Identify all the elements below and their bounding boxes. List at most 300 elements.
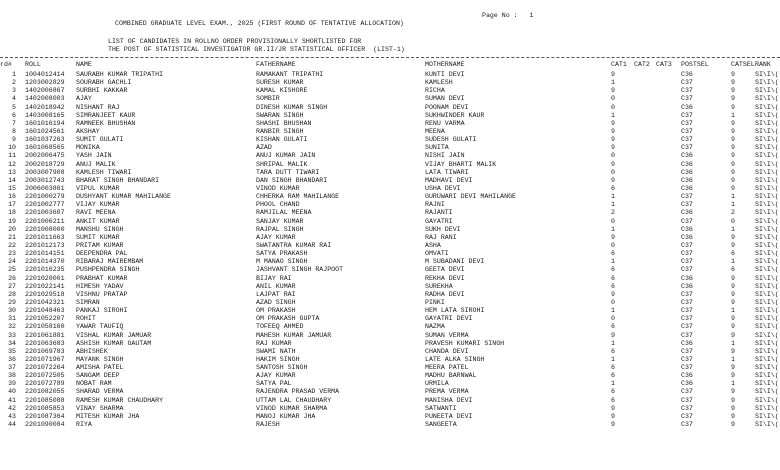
- cell-mother: MEENA: [425, 127, 445, 135]
- cell-roll: 2201014370: [25, 258, 65, 266]
- cell-mother: MANISHA DEVI: [425, 396, 473, 404]
- cell-cat1: 0: [611, 298, 615, 306]
- cell-rank: SI\I\(: [755, 388, 779, 396]
- cell-roll: 1203002829: [25, 79, 65, 87]
- cell-catsel: 0: [731, 217, 735, 225]
- cell-father: ANIL KUMAR: [256, 282, 296, 290]
- header-rule: [0, 57, 780, 58]
- cell-roll: 2003007908: [25, 168, 65, 176]
- cell-sl: 6: [12, 111, 16, 119]
- cell-rank: SI\I\(: [755, 201, 779, 209]
- cell-name: SANGAM DEEP: [76, 372, 120, 380]
- cell-father: KISHAN GULATI: [256, 136, 308, 144]
- cell-cat1: 1: [611, 225, 615, 233]
- cell-father: KAMAL KISHORE: [256, 87, 308, 95]
- cell-rank: SI\I\(: [755, 412, 779, 420]
- cell-roll: 1004012414: [25, 71, 65, 78]
- table-row: [0, 169, 780, 177]
- cell-sl: 44: [8, 421, 16, 429]
- exam-title: COMBINED GRADUATE LEVEL EXAM., 2025 (FIRST ROUND OF TENTATIVE ALLOCATION): [115, 20, 404, 27]
- cell-catsel: 9: [731, 412, 735, 420]
- cell-rank: SI\I\(: [755, 421, 779, 429]
- cell-name: NOBAT RAM: [76, 380, 112, 388]
- cell-rank: SI\I\(: [755, 217, 779, 225]
- cell-post: C37: [681, 421, 693, 429]
- cell-sl: 11: [8, 152, 16, 160]
- cell-roll: 2201042321: [25, 298, 65, 306]
- cell-father: JASHVANT SINGH RAJPOOT: [256, 266, 344, 274]
- cell-cat1: 9: [611, 331, 615, 339]
- cell-name: VIJAY KUMAR: [76, 201, 120, 209]
- cell-name: ANKIT KUMAR: [76, 217, 120, 225]
- cell-catsel: 9: [731, 282, 735, 290]
- cell-father: SATYA PAL: [256, 380, 292, 388]
- cell-sl: 1: [12, 71, 16, 78]
- cell-roll: 2201029518: [25, 290, 65, 298]
- cell-father: SATYA PRAKASH: [256, 250, 308, 258]
- cell-mother: SUNITA: [425, 144, 449, 152]
- cell-mother: ASHA: [425, 241, 441, 249]
- cell-sl: 17: [8, 201, 16, 209]
- table-row: [0, 161, 780, 169]
- col-cat1: CAT1: [611, 61, 627, 68]
- cell-roll: 2201008000: [25, 225, 65, 233]
- cell-father: SANTOSH SINGH: [256, 364, 308, 372]
- cell-mother: SUMAN VERMA: [425, 331, 469, 339]
- cell-cat1: 0: [611, 241, 615, 249]
- cell-cat1: 1: [611, 258, 615, 266]
- cell-post: C37: [681, 136, 693, 144]
- table-row: [0, 332, 780, 340]
- cell-catsel: 9: [731, 290, 735, 298]
- cell-roll: 2002018729: [25, 160, 65, 168]
- cell-father: VINOD KUMAR: [256, 184, 300, 192]
- cell-post: C37: [681, 307, 693, 315]
- cell-catsel: 6: [731, 266, 735, 274]
- cell-rank: SI\I\(: [755, 315, 779, 323]
- cell-cat1: 1: [611, 193, 615, 201]
- cell-cat1: 6: [611, 184, 615, 192]
- cell-name: RAMNEEK BHUSHAN: [76, 119, 136, 127]
- page-number: Page No : 1: [482, 12, 534, 19]
- cell-catsel: 9: [731, 315, 735, 323]
- cell-mother: M SUBADANI DEVI: [425, 258, 485, 266]
- cell-father: RAJPAL SINGH: [256, 225, 304, 233]
- cell-roll: 1601024561: [25, 127, 65, 135]
- cell-name: SOURABH GACHLI: [76, 79, 132, 87]
- cell-mother: KUNTI DEVI: [425, 71, 465, 78]
- cell-rank: SI\I\(: [755, 364, 779, 372]
- cell-catsel: 1: [731, 380, 735, 388]
- cell-cat1: 2: [611, 209, 615, 217]
- cell-roll: 2201061881: [25, 331, 65, 339]
- cell-father: VINOD KUMAR SHARMA: [256, 404, 328, 412]
- cell-roll: 2201014151: [25, 250, 65, 258]
- cell-mother: PUNEETA DEVI: [425, 412, 473, 420]
- cell-post: C37: [681, 144, 693, 152]
- cell-roll: 2201087364: [25, 412, 65, 420]
- cell-catsel: 9: [731, 95, 735, 103]
- cell-mother: RADHA DEVI: [425, 290, 465, 298]
- cell-roll: 2201003607: [25, 209, 65, 217]
- cell-mother: GAYATRI DEVI: [425, 315, 473, 323]
- cell-catsel: 9: [731, 152, 735, 160]
- cell-father: UTTAM LAL CHAUDHARY: [256, 396, 332, 404]
- cell-name: PRITAM KUMAR: [76, 241, 124, 249]
- cell-sl: 28: [8, 290, 16, 298]
- cell-roll: 1402018942: [25, 103, 65, 111]
- cell-mother: RICHA: [425, 87, 445, 95]
- cell-mother: NISHI JAIN: [425, 152, 465, 160]
- table-row: [0, 315, 780, 323]
- cell-sl: 32: [8, 323, 16, 331]
- table-row: [0, 95, 780, 103]
- cell-rank: SI\I\(: [755, 193, 779, 201]
- cell-post: C37: [681, 290, 693, 298]
- cell-name: YAWAR TAUFIQ: [76, 323, 124, 331]
- cell-father: TOFEEQ AHMED: [256, 323, 304, 331]
- cell-post: C37: [681, 250, 693, 258]
- cell-name: DUSHYANT KUMAR MAHILANGE: [76, 193, 171, 201]
- cell-mother: GURUWARI DEVI MAHILANGE: [425, 193, 517, 201]
- col-sl: rd#: [0, 61, 12, 68]
- cell-rank: SI\I\(: [755, 274, 779, 282]
- table-row: [0, 275, 780, 283]
- cell-rank: SI\I\(: [755, 396, 779, 404]
- cell-roll: 2201090084: [25, 421, 65, 429]
- cell-cat1: 9: [611, 119, 615, 127]
- cell-catsel: 9: [731, 241, 735, 249]
- cell-rank: SI\I\(: [755, 290, 779, 298]
- col-cat2: CAT2: [634, 61, 650, 68]
- table-row: [0, 405, 780, 413]
- candidate-table: [0, 71, 780, 429]
- cell-post: C37: [681, 266, 693, 274]
- cell-father: RAJESH: [256, 421, 280, 429]
- cell-roll: 2002006475: [25, 152, 65, 160]
- cell-cat1: 1: [611, 355, 615, 363]
- cell-sl: 31: [8, 315, 16, 323]
- cell-rank: SI\I\(: [755, 168, 779, 176]
- table-row: [0, 421, 780, 429]
- cell-post: C37: [681, 331, 693, 339]
- table-row: [0, 226, 780, 234]
- cell-roll: 2201000279: [25, 193, 65, 201]
- cell-catsel: 9: [731, 160, 735, 168]
- cell-sl: 21: [8, 233, 16, 241]
- table-row: [0, 250, 780, 258]
- cell-mother: SUKH DEVI: [425, 225, 461, 233]
- cell-roll: 1403008165: [25, 111, 65, 119]
- cell-name: AMISHA PATEL: [76, 364, 124, 372]
- cell-father: SOMBIR: [256, 95, 280, 103]
- cell-rank: SI\I\(: [755, 323, 779, 331]
- cell-post: C36: [681, 274, 693, 282]
- cell-name: ANUJ MALIK: [76, 160, 116, 168]
- table-row: [0, 307, 780, 315]
- cell-post: C37: [681, 412, 693, 420]
- table-row: [0, 87, 780, 95]
- cell-father: RANBIR SINGH: [256, 127, 304, 135]
- col-cat3: CAT3: [656, 61, 672, 68]
- table-row: [0, 209, 780, 217]
- cell-sl: 3: [12, 87, 16, 95]
- table-row: [0, 193, 780, 201]
- cell-sl: 13: [8, 168, 16, 176]
- cell-post: C37: [681, 347, 693, 355]
- cell-mother: HEM LATA SIROHI: [425, 307, 485, 315]
- cell-post: C36: [681, 160, 693, 168]
- cell-roll: 1601016194: [25, 119, 65, 127]
- cell-father: AJAY KUMAR: [256, 233, 296, 241]
- cell-name: ABHISHEK: [76, 347, 108, 355]
- cell-mother: RENU VARMA: [425, 119, 465, 127]
- cell-father: OM PRAKASH: [256, 307, 296, 315]
- table-row: [0, 136, 780, 144]
- table-row: [0, 120, 780, 128]
- cell-catsel: 1: [731, 193, 735, 201]
- cell-name: VISHAL KUMAR JAMUAR: [76, 331, 152, 339]
- cell-mother: SANGEETA: [425, 421, 457, 429]
- cell-father: SWAMI NATH: [256, 347, 296, 355]
- cell-name: RIBARAJ MAIREMBAM: [76, 258, 144, 266]
- cell-catsel: 9: [731, 396, 735, 404]
- cell-catsel: 9: [731, 136, 735, 144]
- cell-rank: SI\I\(: [755, 266, 779, 274]
- cell-catsel: 9: [731, 87, 735, 95]
- cell-cat1: 6: [611, 396, 615, 404]
- cell-rank: SI\I\(: [755, 87, 779, 95]
- table-row: [0, 144, 780, 152]
- cell-post: C37: [681, 127, 693, 135]
- cell-sl: 35: [8, 347, 16, 355]
- cell-name: MONIKA: [76, 144, 100, 152]
- cell-post: C36: [681, 372, 693, 380]
- cell-post: C37: [681, 323, 693, 331]
- col-rank: RANK: [755, 61, 771, 68]
- cell-roll: 2201006211: [25, 217, 65, 225]
- cell-rank: SI\I\(: [755, 127, 779, 135]
- cell-post: C36: [681, 184, 693, 192]
- cell-father: DAN SINGH BHANDARI: [256, 176, 328, 184]
- cell-name: HIMESH YADAV: [76, 282, 124, 290]
- cell-rank: SI\I\(: [755, 160, 779, 168]
- cell-cat1: 9: [611, 136, 615, 144]
- cell-name: RAMESH KUMAR CHAUDHARY: [76, 396, 164, 404]
- col-mothername: MOTHERNAME: [425, 61, 465, 68]
- cell-catsel: 1: [731, 339, 735, 347]
- cell-mother: MADHU BARNWAL: [425, 372, 477, 380]
- cell-cat1: 6: [611, 266, 615, 274]
- cell-cat1: 6: [611, 347, 615, 355]
- cell-post: C36: [681, 233, 693, 241]
- cell-cat1: 9: [611, 71, 615, 78]
- cell-cat1: 9: [611, 160, 615, 168]
- cell-post: C37: [681, 298, 693, 306]
- table-row: [0, 413, 780, 421]
- cell-post: C37: [681, 119, 693, 127]
- cell-rank: SI\I\(: [755, 79, 779, 87]
- cell-catsel: 9: [731, 347, 735, 355]
- table-row: [0, 242, 780, 250]
- table-row: [0, 71, 780, 79]
- cell-mother: VIJAY BHARTI MALIK: [425, 160, 497, 168]
- cell-sl: 37: [8, 364, 16, 372]
- cell-mother: RAJANTI: [425, 209, 453, 217]
- cell-roll: 2201085088: [25, 396, 65, 404]
- table-row: [0, 356, 780, 364]
- table-row: [0, 291, 780, 299]
- cell-mother: PREMA VERMA: [425, 388, 469, 396]
- cell-post: C36: [681, 168, 693, 176]
- cell-catsel: 9: [731, 71, 735, 78]
- table-row: [0, 299, 780, 307]
- cell-father: RAJENDRA PRASAD VERMA: [256, 388, 340, 396]
- cell-catsel: 1: [731, 111, 735, 119]
- table-row: [0, 234, 780, 242]
- cell-cat1: 6: [611, 250, 615, 258]
- cell-name: MITESH KUMAR JHA: [76, 412, 140, 420]
- cell-cat1: 9: [611, 233, 615, 241]
- cell-mother: POONAM DEVI: [425, 103, 469, 111]
- cell-name: DEEPENDRA PAL: [76, 250, 128, 258]
- cell-cat1: 1: [611, 380, 615, 388]
- cell-father: DINESH KUMAR SINGH: [256, 103, 328, 111]
- cell-post: C37: [681, 258, 693, 266]
- cell-father: SWATANTRA KUMAR RAI: [256, 241, 332, 249]
- cell-post: C37: [681, 241, 693, 249]
- cell-post: C37: [681, 404, 693, 412]
- col-name: NAME: [76, 61, 92, 68]
- cell-cat1: 6: [611, 323, 615, 331]
- cell-cat1: 1: [611, 79, 615, 87]
- cell-name: VINAY SHARMA: [76, 404, 124, 412]
- table-row: [0, 348, 780, 356]
- cell-cat1: 9: [611, 127, 615, 135]
- cell-name: SIMRAN: [76, 298, 100, 306]
- cell-post: C37: [681, 355, 693, 363]
- cell-roll: 1402008003: [25, 95, 65, 103]
- cell-mother: NAZMA: [425, 323, 445, 331]
- cell-father: SWARAN SINGH: [256, 111, 304, 119]
- table-row: [0, 283, 780, 291]
- cell-sl: 41: [8, 396, 16, 404]
- cell-catsel: 9: [731, 79, 735, 87]
- table-row: [0, 79, 780, 87]
- cell-mother: GAYATRI: [425, 217, 453, 225]
- cell-cat1: 0: [611, 103, 615, 111]
- cell-rank: SI\I\(: [755, 119, 779, 127]
- cell-rank: SI\I\(: [755, 71, 779, 78]
- cell-cat1: 9: [611, 421, 615, 429]
- cell-sl: 42: [8, 404, 16, 412]
- cell-father: MANOJ KUMAR JHA: [256, 412, 316, 420]
- cell-post: C37: [681, 364, 693, 372]
- col-catsel: CATSEL: [731, 61, 755, 68]
- cell-father: AJAY KUMAR: [256, 372, 296, 380]
- cell-cat1: 1: [611, 201, 615, 209]
- cell-roll: 2201085853: [25, 404, 65, 412]
- cell-father: HAKIM SINGH: [256, 355, 300, 363]
- cell-sl: 14: [8, 176, 16, 184]
- post-subtitle: THE POST OF STATISTICAL INVESTIGATOR GR.II/JR STATISTICAL OFFICER (LIST-1): [108, 46, 405, 53]
- cell-mother: SUMAN DEVI: [425, 95, 465, 103]
- cell-catsel: 1: [731, 258, 735, 266]
- table-row: [0, 372, 780, 380]
- column-header-row: [0, 61, 780, 69]
- cell-cat1: 9: [611, 176, 615, 184]
- cell-catsel: 9: [731, 404, 735, 412]
- cell-cat1: 6: [611, 372, 615, 380]
- cell-rank: SI\I\(: [755, 404, 779, 412]
- table-row: [0, 266, 780, 274]
- table-row: [0, 380, 780, 388]
- cell-mother: GEETA DEVI: [425, 266, 465, 274]
- cell-mother: URMILA: [425, 380, 449, 388]
- cell-sl: 39: [8, 380, 16, 388]
- cell-cat1: 9: [611, 290, 615, 298]
- cell-mother: RAJNI: [425, 201, 445, 209]
- cell-name: NISHANT RAJ: [76, 103, 120, 111]
- table-row: [0, 364, 780, 372]
- col-roll: ROLL: [25, 61, 41, 68]
- cell-name: SHARAD VERMA: [76, 388, 124, 396]
- cell-cat1: 0: [611, 315, 615, 323]
- cell-catsel: 9: [731, 388, 735, 396]
- cell-post: C37: [681, 87, 693, 95]
- cell-sl: 2: [12, 79, 16, 87]
- cell-name: RAVI MEENA: [76, 209, 116, 217]
- cell-rank: SI\I\(: [755, 144, 779, 152]
- cell-father: TARA DUTT TIWARI: [256, 168, 320, 176]
- cell-name: SURBHI KAKKAR: [76, 87, 128, 95]
- col-fathername: FATHERNAME: [256, 61, 296, 68]
- table-row: [0, 128, 780, 136]
- cell-rank: SI\I\(: [755, 355, 779, 363]
- cell-sl: 15: [8, 184, 16, 192]
- cell-roll: 2201002777: [25, 201, 65, 209]
- cell-post: C36: [681, 282, 693, 290]
- cell-catsel: 1: [731, 307, 735, 315]
- cell-catsel: 9: [731, 103, 735, 111]
- cell-mother: REKHA DEVI: [425, 274, 465, 282]
- cell-cat1: 6: [611, 388, 615, 396]
- cell-father: AZAD SINGH: [256, 298, 296, 306]
- cell-sl: 34: [8, 339, 16, 347]
- cell-roll: 2201058160: [25, 323, 65, 331]
- cell-rank: SI\I\(: [755, 339, 779, 347]
- cell-sl: 30: [8, 307, 16, 315]
- cell-cat1: 6: [611, 364, 615, 372]
- cell-cat1: 9: [611, 404, 615, 412]
- cell-name: ROHIT: [76, 315, 96, 323]
- cell-mother: SUDESH GULATI: [425, 136, 477, 144]
- cell-rank: SI\I\(: [755, 282, 779, 290]
- cell-post: C37: [681, 193, 693, 201]
- cell-catsel: 9: [731, 298, 735, 306]
- cell-rank: SI\I\(: [755, 176, 779, 184]
- cell-father: LAJPAT RAI: [256, 290, 296, 298]
- cell-sl: 16: [8, 193, 16, 201]
- cell-roll: 2201022141: [25, 282, 65, 290]
- cell-father: MAHESH KUMAR JAMUAR: [256, 331, 332, 339]
- cell-mother: OMVATI: [425, 250, 449, 258]
- cell-cat1: 0: [611, 95, 615, 103]
- cell-roll: 2201072505: [25, 372, 65, 380]
- cell-catsel: 1: [731, 225, 735, 233]
- table-row: [0, 340, 780, 348]
- cell-sl: 19: [8, 217, 16, 225]
